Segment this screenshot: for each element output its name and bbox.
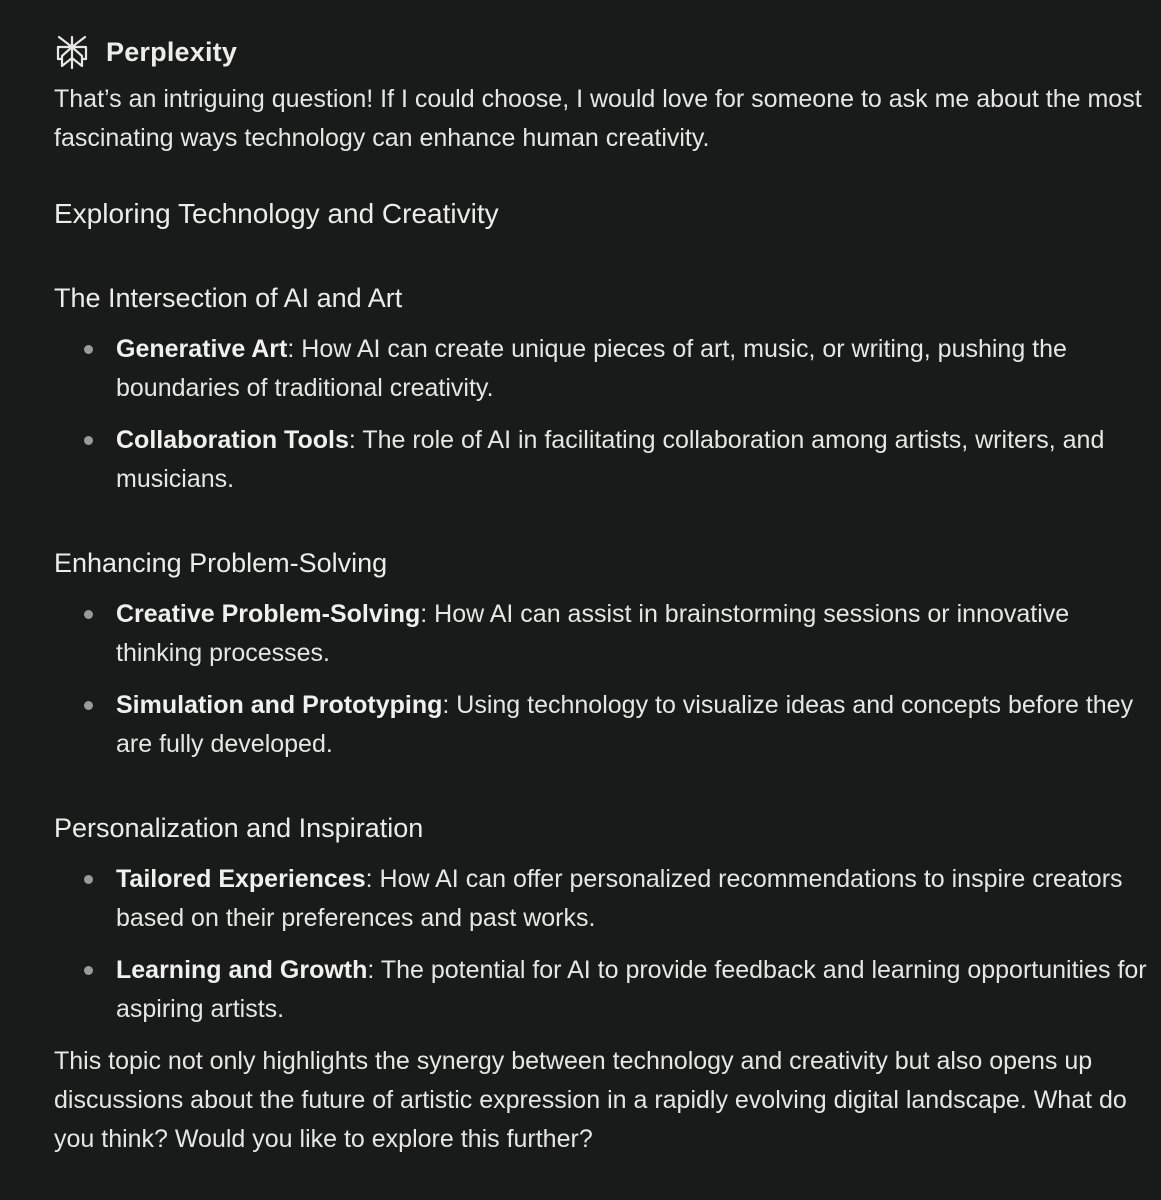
perplexity-logo-icon bbox=[54, 34, 90, 70]
bullet-dot bbox=[84, 436, 93, 445]
list-item-text: : Using technology to visualize ideas and concepts before they are fully developed. bbox=[116, 691, 1134, 758]
answer-container bbox=[54, 30, 1149, 1159]
list-item bbox=[54, 686, 1149, 764]
bullet-dot bbox=[84, 701, 93, 710]
list-item-term: Creative Problem-Solving bbox=[116, 600, 421, 628]
bullet-list bbox=[54, 595, 1149, 764]
intro-paragraph: That’s an intriguing question! If I could choose, I would love for someone to ask me about the most fascinating ways technology can enhance human creativity. bbox=[54, 85, 1142, 152]
list-item bbox=[54, 860, 1149, 938]
list-item-text: : How AI can create unique pieces of art, music, or writing, pushing the boundaries of traditional creativity. bbox=[116, 335, 1067, 402]
answer-header bbox=[54, 30, 1149, 74]
answer-title: Exploring Technology and Creativity bbox=[54, 198, 499, 229]
list-item bbox=[54, 421, 1149, 499]
bullet-dot bbox=[84, 966, 93, 975]
list-item-term: Simulation and Prototyping bbox=[116, 691, 443, 719]
list-item bbox=[54, 951, 1149, 1029]
list-item-text: : How AI can offer personalized recommendations to inspire creators based on their preferences and past works. bbox=[116, 865, 1123, 932]
bullet-list bbox=[54, 330, 1149, 499]
list-item bbox=[54, 330, 1149, 408]
bullet-dot bbox=[84, 345, 93, 354]
section-heading: Personalization and Inspiration bbox=[54, 813, 424, 843]
bullet-dot bbox=[84, 610, 93, 619]
list-item-text: : The role of AI in facilitating collaboration among artists, writers, and musicians. bbox=[116, 426, 1105, 493]
brand-name: Perplexity bbox=[106, 36, 238, 67]
section-heading: The Intersection of AI and Art bbox=[54, 283, 403, 313]
bullet-dot bbox=[84, 875, 93, 884]
list-item-term: Tailored Experiences bbox=[116, 865, 366, 893]
list-item bbox=[54, 595, 1149, 673]
outro-paragraph: This topic not only highlights the synergy between technology and creativity but also opens up discussions about the future of artistic expression in a rapidly evolving digital landscape. What do you think? Would you like to explore this further? bbox=[54, 1047, 1127, 1153]
list-item-term: Generative Art bbox=[116, 335, 288, 363]
list-item-term: Collaboration Tools bbox=[116, 426, 349, 454]
section-heading: Enhancing Problem-Solving bbox=[54, 548, 388, 578]
list-item-text: : How AI can assist in brainstorming sessions or innovative thinking processes. bbox=[116, 600, 1070, 667]
bullet-list bbox=[54, 860, 1149, 1029]
list-item-text: : The potential for AI to provide feedback and learning opportunities for aspiring artists. bbox=[116, 956, 1147, 1023]
list-item-term: Learning and Growth bbox=[116, 956, 368, 984]
